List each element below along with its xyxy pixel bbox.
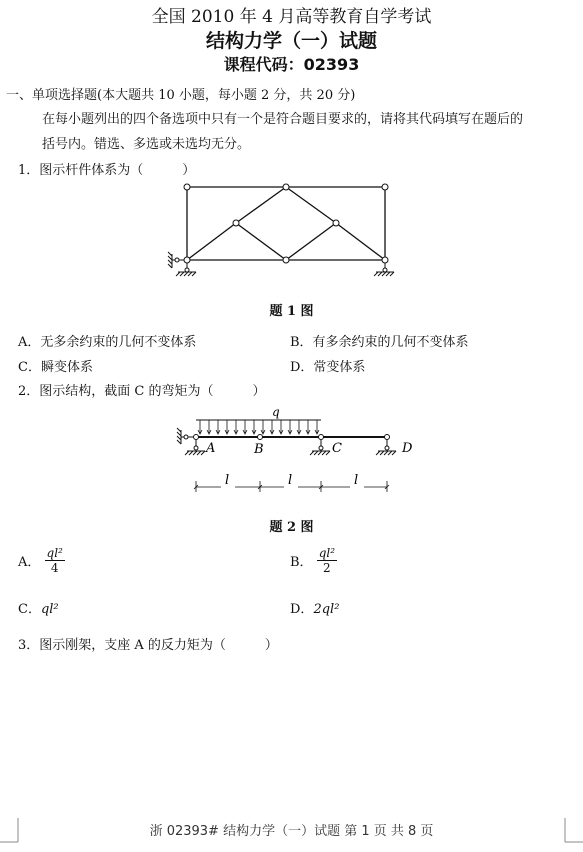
point-label-d: D (402, 441, 413, 456)
q2-option-b: B． $\frac{\text{ql²}}{2}$ (290, 546, 336, 575)
q2-option-d: D．2ql² (290, 602, 340, 617)
load-label-q: q (272, 405, 280, 419)
question-3-stem: 3．图示刚架，支座 A 的反力矩为（ ） (18, 638, 278, 653)
span-length-label: l (288, 473, 293, 488)
figure-2-caption: 题 2 图 (269, 520, 314, 535)
section-heading: 一、单项选择题(本大题共 10 小题，每小题 2 分，共 20 分) (6, 88, 356, 103)
beam-diagram (165, 402, 425, 492)
q1-option-c: C．瞬变体系 (18, 360, 93, 375)
q2-option-c: C．ql² (18, 602, 59, 617)
course-title: 结构力学（一）试题 (205, 30, 377, 52)
course-code: 课程代码：02393 (223, 55, 360, 74)
q1-option-a: A．无多余约束的几何不变体系 (18, 335, 197, 350)
point-label-c: C (332, 441, 342, 456)
span-length-label: l (225, 473, 230, 488)
question-2-stem: 2．图示结构，截面 C 的弯矩为（ ） (18, 384, 266, 399)
figure-1-caption: 题 1 图 (269, 304, 314, 319)
exam-title: 全国 2010 年 4 月高等教育自学考试 (151, 7, 432, 27)
instruction-line-1: 在每小题列出的四个备选项中只有一个是符合题目要求的，请将其代码填写在题后的 (42, 112, 524, 127)
point-label-a: A (206, 441, 216, 456)
point-label-b: B (254, 442, 264, 457)
instruction-line-2: 括号内。错选、多选或未选均无分。 (42, 137, 251, 152)
truss-diagram (160, 180, 410, 280)
q1-option-d: D．常变体系 (290, 360, 366, 375)
page-footer: 浙 02393# 结构力学（一）试题 第 1 页 共 8 页 (149, 824, 434, 839)
q2-option-a: A． $\frac{\text{ql²}}{4}$ (18, 546, 63, 575)
q1-option-b: B．有多余约束的几何不变体系 (290, 335, 469, 350)
question-1-stem: 1．图示杆件体系为（ ） (18, 163, 196, 178)
span-length-label: l (354, 473, 359, 488)
